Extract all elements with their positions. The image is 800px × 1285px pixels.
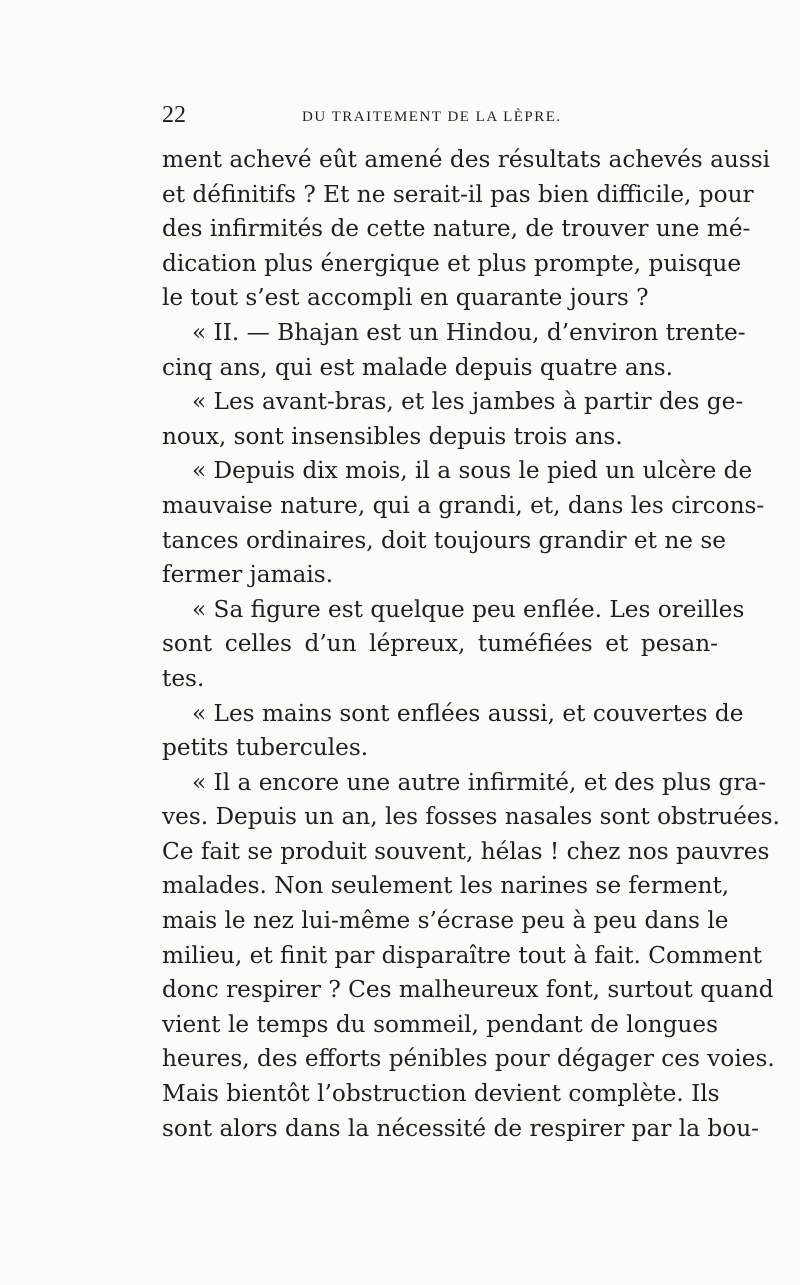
page-header (162, 100, 722, 132)
text-line: tances ordinaires, doit toujours grandir et ne se (162, 526, 726, 554)
text-line: Ce fait se produit souvent, hélas ! chez nos pauvres (162, 837, 770, 865)
text-line: « Depuis dix mois, il a sous le pied un ulcère de (192, 457, 753, 485)
text-line: tes. (162, 664, 205, 692)
text-line: le tout s’est accompli en quarante jours ? (162, 284, 649, 312)
text-line: dication plus énergique et plus prompte, puisque (162, 249, 742, 277)
text-line: sont celles d’un lépreux, tuméfiées et pesan- (162, 630, 718, 658)
text-line: malades. Non seulement les narines se ferment, (162, 872, 730, 900)
text-line: des infirmités de cette nature, de trouver une mé- (162, 215, 751, 243)
text-line: « Les mains sont enflées aussi, et couvertes de (192, 699, 744, 727)
text-line: donc respirer ? Ces malheureux font, surtout quand (162, 976, 774, 1004)
text-line: mais le nez lui-même s’écrase peu à peu dans le (162, 907, 729, 935)
text-line: sont alors dans la nécessité de respirer par la bou- (162, 1114, 759, 1142)
body-text (162, 143, 780, 1146)
text-line: mauvaise nature, qui a grandi, et, dans les circons- (162, 491, 765, 519)
text-line: « Sa figure est quelque peu enflée. Les oreilles (192, 595, 745, 623)
running-title: DU TRAITEMENT DE LA LÈPRE. (302, 109, 562, 125)
text-line: cinq ans, qui est malade depuis quatre ans. (162, 353, 673, 381)
text-line: et définitifs ? Et ne serait-il pas bien difficile, pour (162, 180, 754, 208)
text-line: fermer jamais. (162, 561, 334, 589)
text-line: ves. Depuis un an, les fosses nasales sont obstruées. (162, 803, 780, 831)
text-line: milieu, et finit par disparaître tout à fait. Comment (162, 941, 762, 969)
text-line: « II. — Bhajan est un Hindou, d’environ trente- (192, 318, 746, 346)
text-line: ment achevé eût amené des résultats achevés aussi (162, 146, 771, 173)
text-line: « Il a encore une autre infirmité, et des plus gra- (192, 768, 767, 796)
page-number: 22 (162, 102, 186, 128)
text-line: heures, des efforts pénibles pour dégager ces voies. (162, 1045, 775, 1073)
text-line: vient le temps du sommeil, pendant de longues (162, 1010, 718, 1038)
text-line: petits tubercules. (162, 734, 369, 762)
text-line: noux, sont insensibles depuis trois ans. (162, 422, 623, 450)
text-line: Mais bientôt l’obstruction devient complète. Ils (162, 1080, 720, 1108)
text-line: « Les avant-bras, et les jambes à partir des ge- (192, 388, 744, 416)
